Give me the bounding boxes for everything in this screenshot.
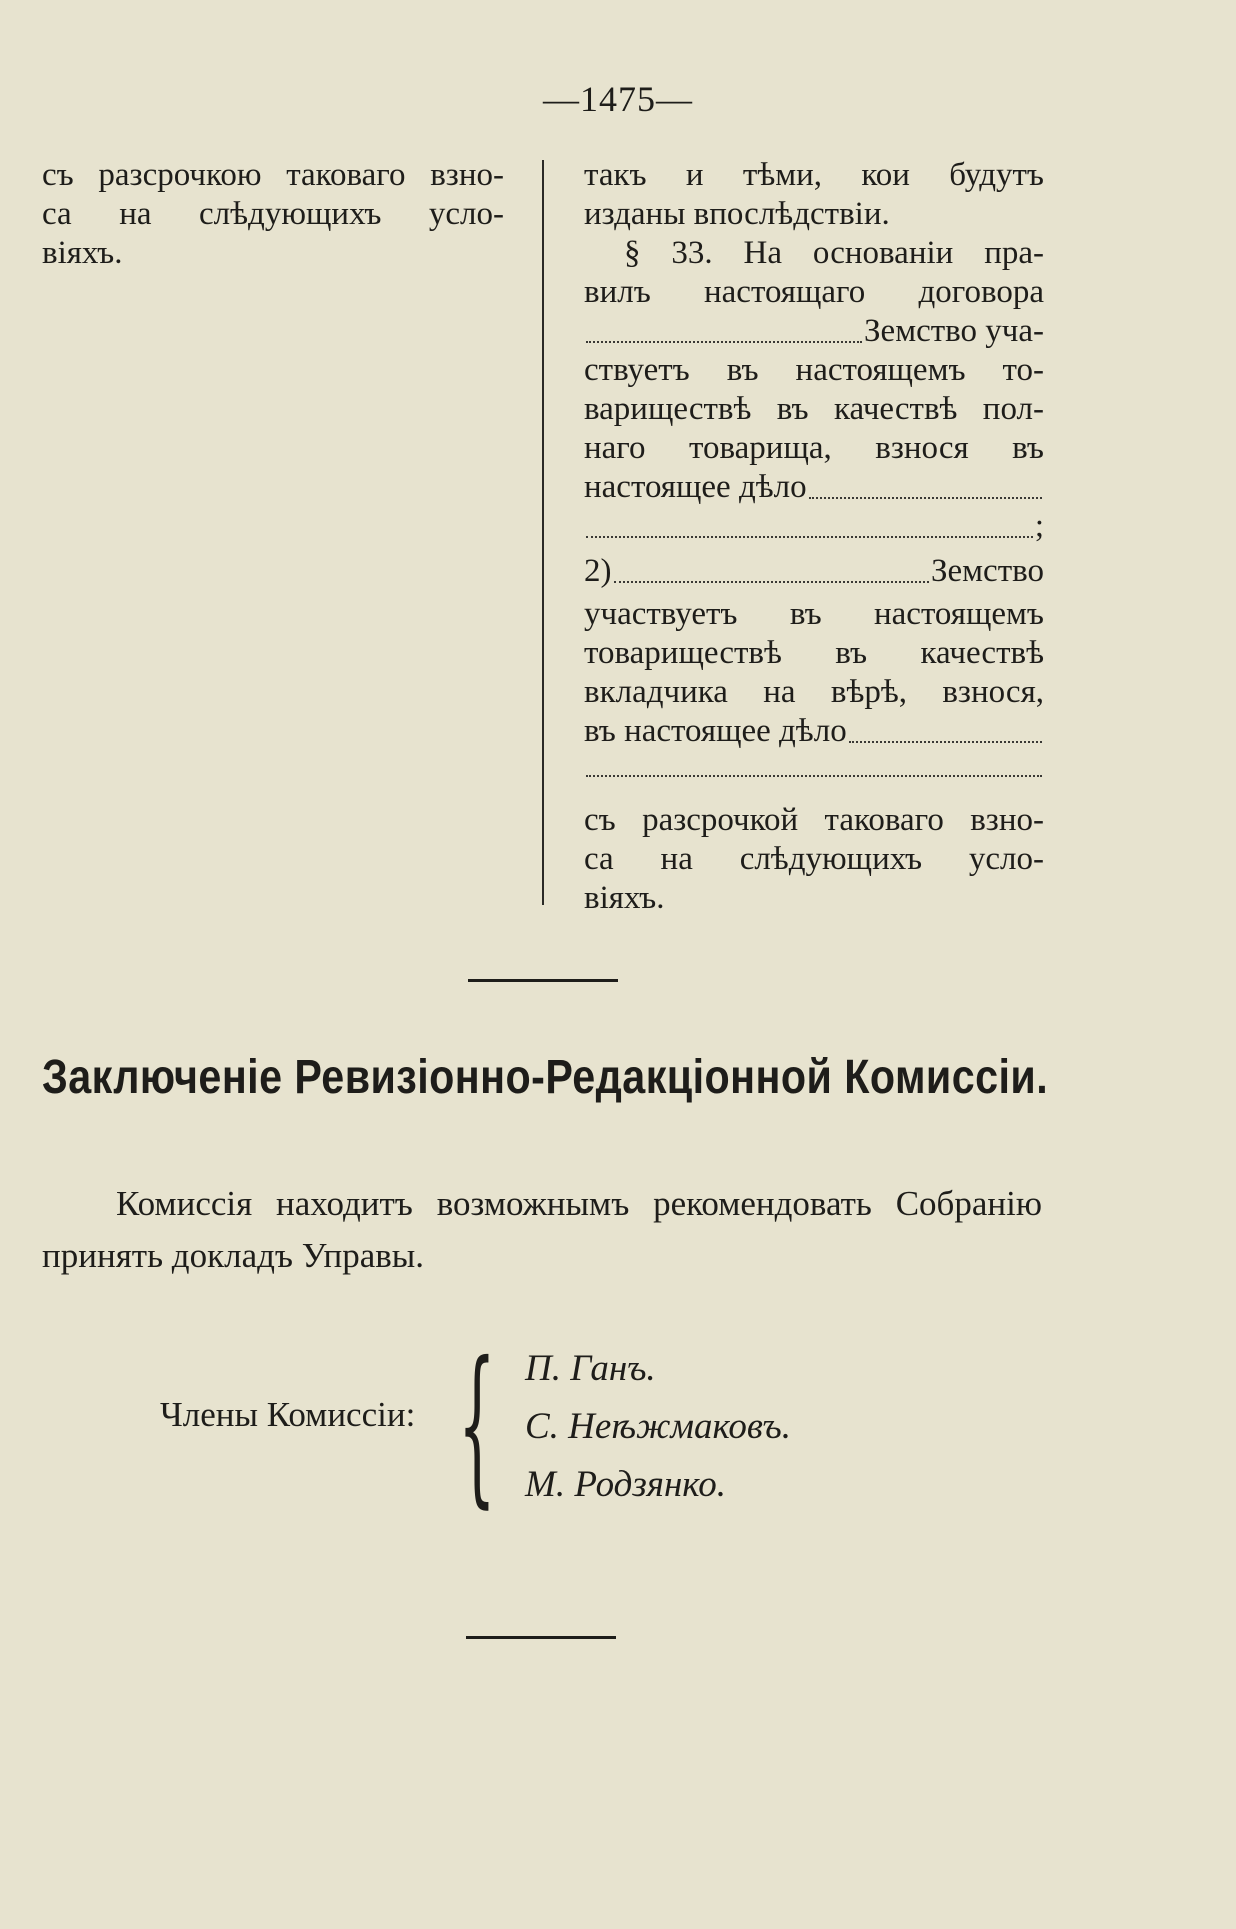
left-line: са на слѣдующихъ усло- bbox=[42, 196, 504, 232]
page-number: —1475— bbox=[543, 79, 693, 119]
right-line: изданы впослѣдствіи. bbox=[584, 196, 890, 232]
right-line: са на слѣдующихъ усло- bbox=[584, 841, 1044, 877]
blank-field bbox=[849, 741, 1042, 743]
member-name: С. Неѣжмаковъ. bbox=[525, 1406, 791, 1447]
right-line: настоящее дѣло bbox=[584, 469, 807, 505]
members-label: Члены Комиссіи: bbox=[160, 1395, 416, 1434]
blank-field bbox=[809, 497, 1042, 499]
right-fill-line bbox=[584, 312, 1044, 351]
right-fill-line bbox=[584, 507, 1044, 546]
right-line: наго товарища, взнося въ bbox=[584, 430, 1044, 466]
right-line: участвуетъ въ настоящемъ bbox=[584, 596, 1044, 632]
brace-icon: { bbox=[458, 1326, 496, 1524]
right-fill-line bbox=[584, 712, 1044, 751]
section-rule bbox=[468, 979, 618, 982]
conclusion-paragraph bbox=[42, 1178, 1042, 1275]
left-line: віяхъ. bbox=[42, 235, 123, 271]
right-line: вкладчика на вѣрѣ, взнося, bbox=[584, 674, 1044, 710]
blank-field bbox=[586, 775, 1042, 777]
paragraph-line: Комиссія находитъ возможнымъ рекомендовать Собранію bbox=[116, 1184, 1042, 1223]
member-name: М. Родзянко. bbox=[525, 1464, 726, 1505]
right-line: вариществѣ въ качествѣ пол- bbox=[584, 391, 1044, 427]
members-list bbox=[525, 1340, 791, 1514]
right-line: Земство bbox=[931, 553, 1044, 589]
right-line: съ разсрочкой таковаго взно- bbox=[584, 802, 1044, 838]
paragraph-line: принять докладъ Управы. bbox=[42, 1236, 425, 1275]
right-fill-line bbox=[584, 552, 1044, 591]
blank-field bbox=[586, 536, 1033, 538]
member-name: П. Ганъ. bbox=[525, 1348, 656, 1389]
right-line: товариществѣ въ качествѣ bbox=[584, 635, 1044, 671]
right-fill-line bbox=[584, 468, 1044, 507]
right-line: § 33. На основаніи пра- bbox=[624, 235, 1044, 271]
end-rule bbox=[466, 1636, 616, 1639]
left-column bbox=[42, 156, 504, 273]
right-line: ствуетъ въ настоящемъ то- bbox=[584, 352, 1044, 388]
right-line: вилъ настоящаго договора bbox=[584, 274, 1044, 310]
blank-field bbox=[586, 341, 862, 343]
right-column bbox=[584, 156, 1044, 918]
right-line: Земство уча- bbox=[864, 313, 1044, 349]
right-line: віяхъ. bbox=[584, 880, 665, 916]
column-divider bbox=[542, 160, 544, 905]
left-line: съ разсрочкою таковаго взно- bbox=[42, 157, 504, 193]
blank-field bbox=[614, 581, 930, 583]
right-line: ; bbox=[1034, 508, 1044, 544]
right-fill-line bbox=[584, 751, 1044, 781]
right-line: въ настоящее дѣло bbox=[584, 713, 847, 749]
right-line: такъ и тѣми, кои будутъ bbox=[584, 157, 1044, 193]
section-heading: Заключеніе Ревизіонно-Редакціонной Комиссіи. bbox=[42, 1051, 1049, 1104]
item-number: 2) bbox=[584, 553, 612, 589]
